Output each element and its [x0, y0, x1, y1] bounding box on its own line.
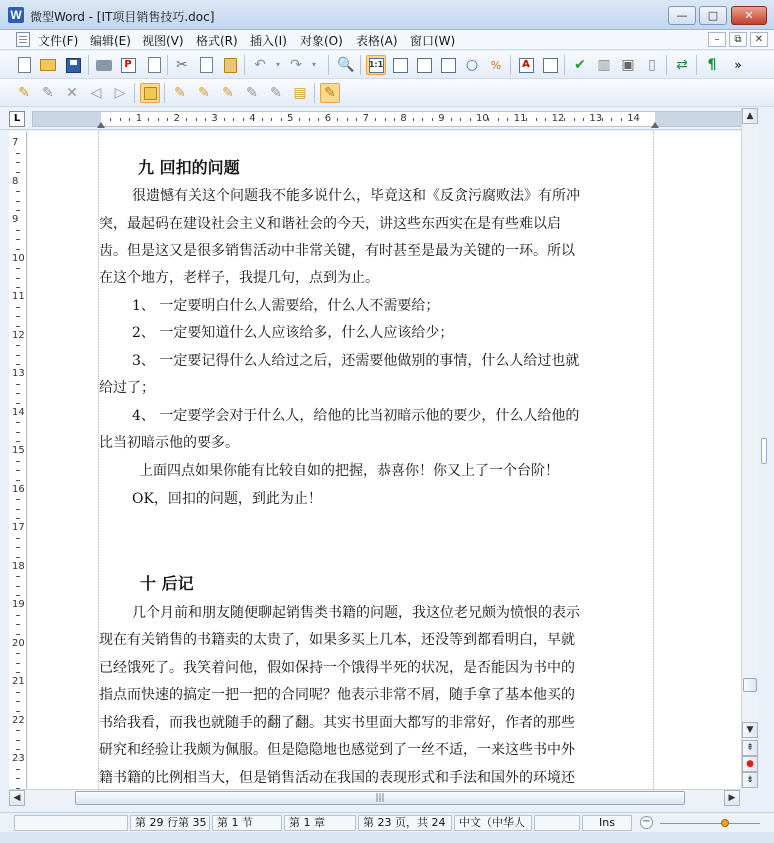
vertical-ruler-tick — [16, 307, 20, 308]
vertical-ruler-tick — [16, 586, 20, 587]
menu-edit[interactable]: 编辑(E) — [90, 34, 131, 48]
vertical-ruler-number: 18 — [12, 560, 25, 572]
toolbar-separator — [164, 83, 165, 103]
ruler-tick — [545, 118, 546, 121]
ruler-right-margin — [655, 112, 741, 126]
ruler-tick — [583, 118, 584, 121]
vertical-ruler-tick — [16, 499, 20, 500]
ruler-tick — [233, 118, 234, 121]
scroll-right-button[interactable]: ▶ — [724, 790, 740, 806]
vertical-ruler-tick — [16, 191, 20, 192]
vertical-ruler-tick — [16, 480, 20, 481]
ruler-tick — [385, 118, 386, 121]
paragraph-marks-icon[interactable]: ¶ — [707, 57, 717, 73]
paragraph-line: 上面四点如果你能有比较自如的把握，恭喜你！你又上了一个台阶！ — [139, 463, 559, 479]
paragraph-line: 几个月前和朋友随便聊起销售类书籍的问题，我这位老兄颇为愤恨的表示 — [132, 605, 580, 621]
ruler-tick — [602, 118, 603, 121]
toolbar-separator — [328, 55, 329, 75]
undo-icon[interactable]: ↶ — [254, 57, 266, 73]
scroll-down-button[interactable]: ▼ — [742, 722, 758, 738]
toolbar-more-icon[interactable]: » — [734, 58, 742, 72]
vertical-ruler-tick — [16, 403, 20, 404]
prev-change-icon[interactable]: ✎ — [222, 85, 234, 101]
ruler-tick — [262, 118, 263, 121]
menu-bar — [0, 30, 774, 50]
paste-icon[interactable] — [220, 55, 240, 75]
toolbar-separator — [314, 83, 315, 103]
ruler-number: 14 — [627, 113, 640, 124]
status-blank — [534, 815, 580, 831]
status-section: 第 1 节 — [212, 815, 282, 831]
list-item: 1、 一定要明白什么人需要给，什么人不需要给； — [132, 298, 440, 314]
vertical-ruler-number: 10 — [12, 252, 25, 264]
word-app-icon[interactable]: W — [8, 7, 24, 23]
standard-toolbar — [0, 51, 774, 79]
track-icon[interactable]: ⇄ — [676, 57, 688, 73]
paragraph-line: 已经饿死了。我笑着问他，假如保持一个饿得半死的状况，是否能因为书中的 — [99, 660, 575, 676]
ruler-tick — [347, 118, 348, 121]
maximize-button[interactable]: □ — [699, 6, 727, 25]
vertical-ruler-tick — [16, 692, 20, 693]
status-page: 第 23 页，共 24 — [358, 815, 452, 831]
status-chapter: 第 1 章 — [284, 815, 356, 831]
copy-icon[interactable] — [196, 55, 216, 75]
edit-comment-icon[interactable]: ✎ — [42, 85, 54, 101]
scroll-left-button[interactable]: ◀ — [9, 790, 25, 806]
highlight-icon[interactable] — [540, 55, 560, 75]
status-empty — [14, 815, 128, 831]
ruler-tick — [498, 118, 499, 121]
word-count-icon[interactable]: ▥ — [597, 57, 611, 73]
list-item: 给过了； — [99, 380, 155, 396]
toolbar-separator — [360, 55, 361, 75]
ruler-number: 12 — [551, 113, 565, 124]
paragraph-line: 齿。但是这又是很多销售活动中非常关键，有时甚至是最为关键的一环。所以 — [99, 243, 575, 259]
right-indent-marker[interactable] — [651, 122, 659, 128]
next-change-icon[interactable]: ✎ — [246, 85, 258, 101]
prev-comment-icon[interactable]: ◁ — [90, 85, 102, 101]
ruler-tick — [460, 118, 461, 121]
ruler-tick — [526, 118, 527, 121]
paragraph-line: 突，最起码在建设社会主义和谐社会的今天，讲这些东西实在是有些难以启 — [99, 216, 561, 232]
ruler-tick — [224, 118, 225, 121]
ruler-number: 6 — [324, 113, 332, 124]
ruler-tick — [309, 118, 310, 121]
vertical-ruler-tick — [16, 432, 20, 433]
vertical-ruler-number: 8 — [12, 175, 19, 187]
vertical-ruler-tick — [16, 230, 20, 231]
title-bar — [0, 0, 774, 30]
toolbar-separator — [88, 55, 89, 75]
cut-icon[interactable]: ✂ — [176, 57, 188, 73]
status-insert-mode[interactable]: Ins — [582, 815, 632, 831]
ruler-number: 7 — [362, 113, 369, 124]
ruler-tick — [375, 118, 376, 121]
comment-icon[interactable]: ✎ — [18, 85, 30, 101]
paragraph-line: 现在有关销售的书籍卖的太贵了，如果多买上几本，还没等到都看明白，早就 — [99, 632, 575, 648]
ruler-tick — [413, 118, 414, 121]
ruler-tick — [422, 118, 423, 121]
status-bar — [0, 812, 774, 832]
spellcheck-icon[interactable]: ✔ — [574, 57, 586, 73]
vertical-ruler-tick — [16, 326, 20, 327]
vertical-ruler-tick — [16, 509, 20, 510]
toolbar-separator — [564, 55, 565, 75]
horizontal-scroll-thumb[interactable]: ||| — [75, 791, 685, 805]
close-button[interactable]: ✕ — [731, 6, 767, 25]
ruler-tick — [432, 118, 433, 121]
vertical-ruler-tick — [16, 316, 20, 317]
pdf-export-icon[interactable]: P — [118, 55, 138, 75]
window-title: 微型Word - [IT项目销售技巧.doc] — [30, 10, 215, 24]
side-panel-strip — [758, 108, 774, 789]
vertical-ruler-tick — [16, 653, 20, 654]
zoom-percent-icon[interactable]: % — [490, 58, 502, 72]
ruler-tick — [205, 118, 206, 121]
browse-object-button[interactable]: ● — [742, 756, 758, 772]
ruler-number: 13 — [589, 113, 603, 124]
vertical-ruler-tick — [16, 701, 20, 702]
window-bottom-edge — [0, 832, 774, 843]
vertical-ruler-tick — [16, 595, 20, 596]
vertical-ruler-number: 16 — [12, 483, 25, 495]
vertical-ruler-number: 11 — [12, 291, 25, 302]
vertical-ruler-number: 17 — [12, 522, 25, 533]
redo-icon[interactable]: ↷ — [290, 57, 302, 73]
find-icon[interactable]: 🔍 — [337, 57, 355, 73]
vertical-ruler[interactable] — [9, 131, 27, 789]
vertical-ruler-tick — [16, 769, 20, 770]
side-panel-handle[interactable] — [761, 438, 767, 464]
vertical-ruler-tick — [16, 461, 20, 462]
zoom-icon[interactable]: ○ — [465, 57, 479, 73]
vertical-ruler-tick — [16, 576, 20, 577]
ruler-number: 3 — [211, 113, 218, 124]
ruler-tick — [129, 118, 130, 121]
vertical-ruler-tick — [16, 547, 20, 548]
doc-restore-button[interactable]: ⧉ — [729, 32, 747, 47]
vertical-ruler-number: 7 — [12, 137, 19, 148]
minimize-button[interactable]: — — [668, 6, 696, 25]
doc-minimize-button[interactable]: – — [708, 32, 726, 47]
vertical-ruler-tick — [16, 393, 20, 394]
toolbar-separator — [244, 55, 245, 75]
vertical-ruler-tick — [16, 422, 20, 423]
vertical-ruler-tick — [16, 441, 20, 442]
next-page-button[interactable]: ⇟ — [742, 772, 758, 788]
ruler-number: 5 — [287, 113, 294, 124]
vertical-ruler-tick — [16, 624, 20, 625]
vertical-ruler-tick — [16, 201, 20, 202]
toolbar-separator — [666, 55, 667, 75]
vertical-ruler-tick — [16, 162, 20, 163]
toolbar-separator — [510, 55, 511, 75]
list-item: 比当初暗示他的要多。 — [99, 435, 239, 451]
vertical-ruler-tick — [16, 278, 20, 279]
vertical-ruler-tick — [16, 210, 20, 211]
ruler-tick — [536, 118, 537, 121]
paragraph-line: 指点而快速的搞定一把一把的合同呢？他表示非常不屑，随手拿了基本他买的 — [99, 687, 575, 703]
vertical-ruler-number: 19 — [12, 599, 25, 610]
font-color-icon[interactable] — [516, 55, 536, 75]
horizontal-scrollbar[interactable] — [9, 789, 741, 806]
status-language: 中文（中华人 — [454, 815, 532, 831]
print-preview-icon[interactable] — [144, 55, 164, 75]
section-heading-10: 十 后记 — [140, 574, 194, 593]
vertical-ruler-tick — [16, 778, 20, 779]
ruler-tick — [148, 118, 149, 121]
font-a-label: A — [519, 58, 534, 73]
track-changes-icon[interactable]: ✎ — [270, 85, 282, 101]
reject-change-icon[interactable]: ✎ — [198, 85, 210, 101]
redo-dropdown-icon[interactable]: ▾ — [311, 60, 316, 69]
scroll-up-button[interactable]: ▲ — [742, 108, 758, 124]
zoom-slider-knob[interactable] — [721, 819, 729, 827]
zoom-slider-track[interactable] — [660, 823, 760, 824]
view-page-icon[interactable]: 1:1 — [366, 55, 386, 75]
vertical-ruler-number: 14 — [12, 406, 25, 418]
toolbar-separator — [134, 83, 135, 103]
toolbar-separator — [167, 55, 168, 75]
paragraph-line: 在这个地方，老样子，我提几句，点到为止。 — [99, 270, 379, 286]
layout-icon[interactable]: ▯ — [648, 57, 656, 73]
ruler-number: 10 — [476, 113, 489, 124]
new-document-icon[interactable] — [14, 55, 34, 75]
vertical-ruler-number: 13 — [12, 368, 25, 379]
vertical-scrollbar[interactable] — [741, 108, 758, 789]
left-indent-marker[interactable] — [97, 122, 105, 128]
ruler-tick — [611, 118, 612, 121]
style-icon[interactable]: ▣ — [621, 57, 635, 73]
ruler-number: 2 — [173, 113, 180, 124]
tab-selector[interactable]: L — [9, 111, 25, 127]
vertical-ruler-tick — [16, 672, 20, 673]
vertical-ruler-tick — [16, 364, 20, 365]
review-toolbar — [0, 79, 774, 107]
previous-page-button[interactable]: ⇞ — [742, 740, 758, 756]
vertical-ruler-number: 9 — [12, 214, 19, 225]
ruler-tick — [110, 118, 111, 121]
paragraph-line: 书给我看，而我也就随手的翻了翻。其实书里面大都写的非常好，作者的那些 — [99, 715, 575, 731]
delete-comment-icon[interactable]: ✕ — [66, 85, 78, 101]
vertical-ruler-tick — [16, 634, 20, 635]
document-page[interactable] — [28, 131, 741, 789]
ruler-tick — [243, 118, 244, 121]
undo-dropdown-icon[interactable]: ▾ — [275, 60, 280, 69]
vertical-ruler-tick — [16, 287, 20, 288]
next-comment-icon[interactable]: ▷ — [114, 85, 126, 101]
menu-insert[interactable]: 插入(I) — [250, 34, 287, 48]
menu-object[interactable]: 对象(O) — [300, 34, 343, 48]
menu-view[interactable]: 视图(V) — [142, 34, 184, 48]
ruler-number: 11 — [513, 113, 527, 124]
ruler-tick — [356, 118, 357, 121]
list-item: 2、 一定要知道什么人应该给多，什么人应该给少； — [132, 325, 454, 341]
vertical-ruler-tick — [16, 239, 20, 240]
list-item: 3、 一定要记得什么人给过之后，还需要他做别的事情，什么人给过也就 — [132, 353, 580, 369]
view-outline-icon[interactable] — [414, 55, 434, 75]
document-menu-icon[interactable] — [16, 32, 30, 47]
doc-close-button[interactable]: ✕ — [750, 32, 768, 47]
ruler-tick — [158, 118, 159, 121]
view-web-icon[interactable] — [390, 55, 410, 75]
ruler-tick — [318, 118, 319, 121]
ruler-tick — [470, 118, 471, 121]
review-pane-icon[interactable] — [140, 83, 160, 103]
ruler-tick — [451, 118, 452, 121]
vertical-ruler-tick — [16, 557, 20, 558]
horizontal-ruler-row — [0, 108, 774, 130]
vertical-ruler-tick — [16, 470, 20, 471]
ruler-tick — [507, 118, 508, 121]
ruler-tick — [574, 118, 575, 121]
vertical-ruler-number: 12 — [12, 329, 25, 341]
vertical-ruler-tick — [16, 749, 20, 750]
vertical-ruler-tick — [16, 730, 20, 731]
paragraph-line: 很遗憾有关这个问题我不能多说什么，毕竟这和《反贪污腐败法》有所冲 — [132, 188, 580, 204]
vertical-ruler-tick — [16, 518, 20, 519]
vertical-ruler-tick — [16, 538, 20, 539]
menu-format[interactable]: 格式(R) — [196, 34, 238, 48]
section-heading-9: 九 回扣的问题 — [138, 158, 240, 177]
ruler-tick — [167, 118, 168, 121]
ruler-tick — [271, 118, 272, 121]
list-item: 4、 一定要学会对于什么人，给他的比当初暗示他的要少，什么人给他的 — [132, 408, 580, 424]
vertical-ruler-tick — [16, 711, 20, 712]
ruler-tick — [488, 118, 489, 121]
accept-change-icon[interactable]: ✎ — [174, 85, 186, 101]
ruler-tick — [299, 118, 300, 121]
vertical-scroll-thumb[interactable] — [743, 678, 757, 692]
protect-document-icon[interactable]: ✎ — [320, 83, 340, 103]
vertical-ruler-tick — [16, 663, 20, 664]
zoom-out-button[interactable]: − — [640, 816, 653, 829]
ruler-tick — [621, 118, 622, 121]
ruler-left-margin — [33, 112, 101, 126]
vertical-ruler-number: 15 — [12, 445, 25, 456]
horizontal-ruler[interactable] — [32, 111, 742, 127]
view-normal-icon[interactable] — [438, 55, 458, 75]
vertical-ruler-tick — [16, 268, 20, 269]
menu-table[interactable]: 表格(A) — [356, 34, 398, 48]
vertical-ruler-tick — [16, 615, 20, 616]
vertical-ruler-number: 22 — [12, 714, 25, 726]
vertical-ruler-tick — [16, 345, 20, 346]
ruler-tick — [120, 118, 121, 121]
vertical-ruler-number: 20 — [12, 637, 25, 649]
paragraph-line: 研究和经验让我颇为佩服。但是隐隐地也感觉到了一丝不适，一来这些书中外 — [99, 742, 575, 758]
highlight-changes-icon[interactable]: ▤ — [293, 85, 307, 101]
ruler-tick — [337, 118, 338, 121]
vertical-ruler-number: 21 — [12, 676, 25, 687]
ruler-tick — [394, 118, 395, 121]
save-icon[interactable] — [63, 55, 83, 75]
vertical-ruler-tick — [16, 740, 20, 741]
vertical-ruler-tick — [16, 172, 20, 173]
vertical-ruler-tick — [16, 249, 20, 250]
toolbar-separator — [696, 55, 697, 75]
menu-file[interactable]: 文件(F) — [38, 34, 79, 48]
ruler-tick — [186, 118, 187, 121]
menu-window[interactable]: 窗口(W) — [410, 34, 456, 48]
ruler-tick — [196, 118, 197, 121]
paragraph-line: OK，回扣的问题，到此为止！ — [132, 491, 322, 507]
ruler-number: 9 — [438, 113, 445, 124]
print-icon[interactable] — [94, 55, 114, 75]
ruler-number: 4 — [249, 113, 256, 124]
ruler-tick — [564, 118, 565, 121]
ruler-number: 1 — [135, 113, 143, 124]
ruler-tick — [281, 118, 282, 121]
vertical-ruler-tick — [16, 384, 20, 385]
vertical-ruler-tick — [16, 153, 20, 154]
vertical-ruler-tick — [16, 355, 20, 356]
open-folder-icon[interactable] — [38, 55, 58, 75]
status-position: 第 29 行第 35 — [130, 815, 210, 831]
vertical-ruler-number: 23 — [12, 753, 25, 764]
ruler-number: 8 — [400, 113, 407, 124]
paragraph-line: 籍书籍的比例相当大，但是销售活动在我国的表现形式和手法和国外的环境还 — [99, 770, 575, 786]
